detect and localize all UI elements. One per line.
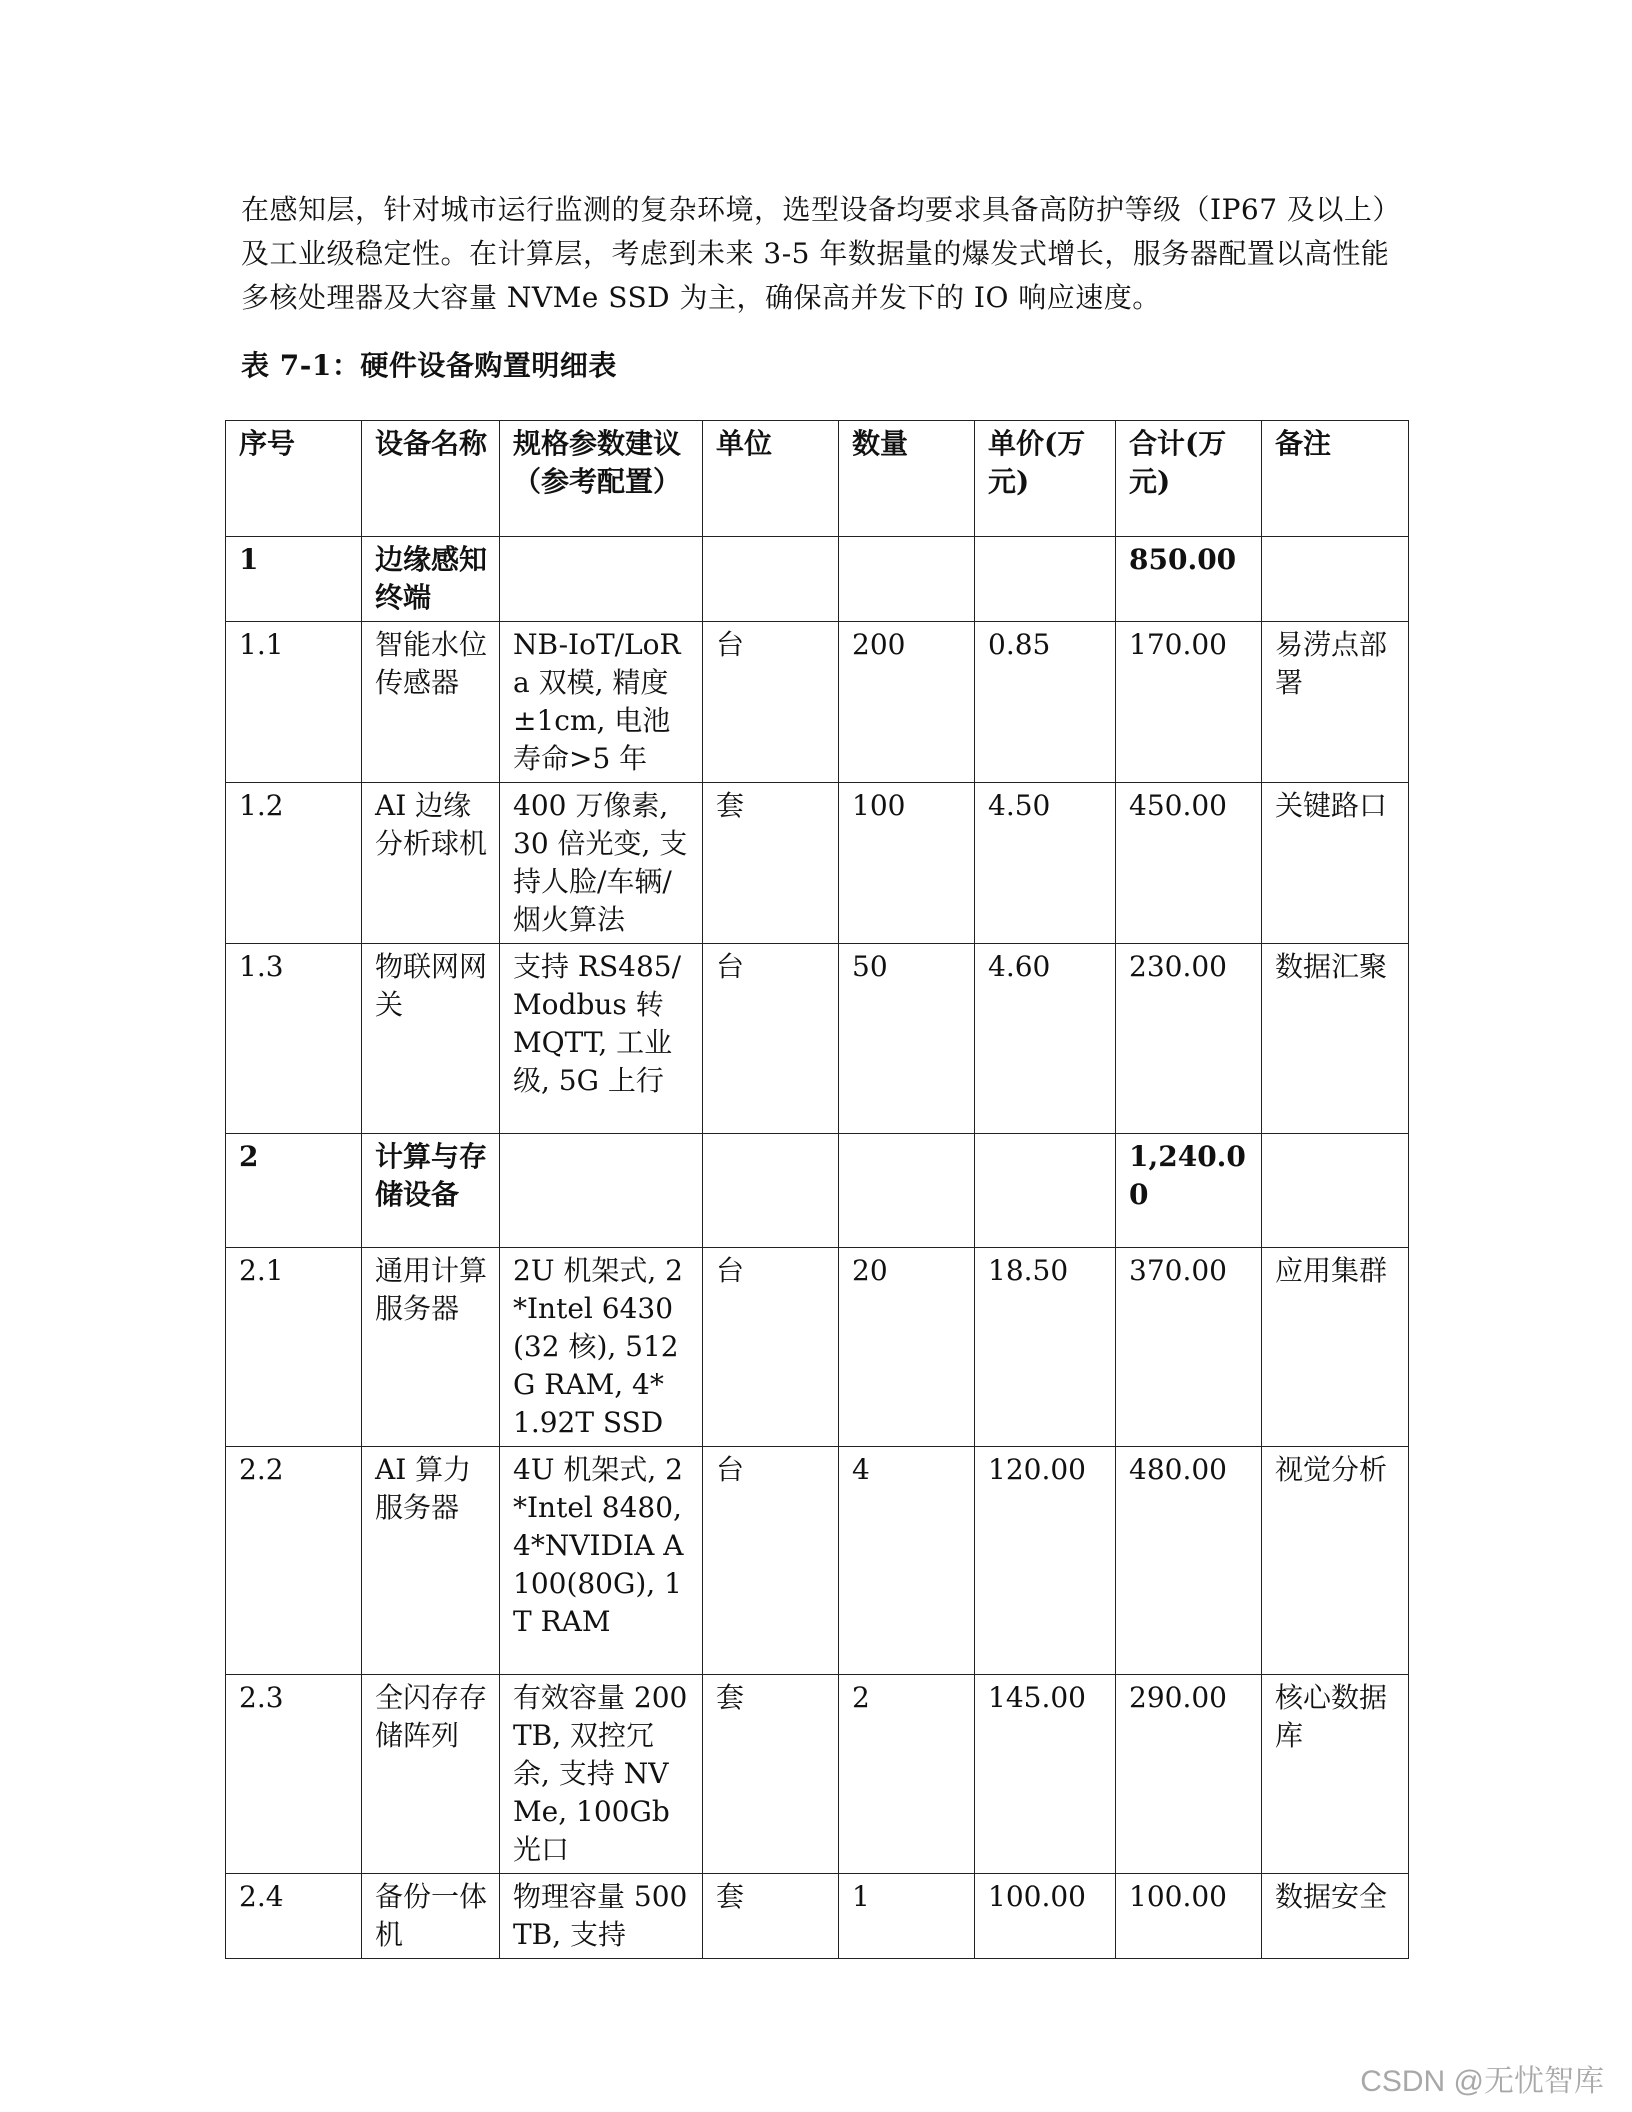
- header-cell: 单位: [703, 421, 839, 537]
- cell-unit: 台: [703, 944, 839, 1134]
- cell-unit: 套: [703, 1874, 839, 1959]
- cell-qty: 2: [839, 1675, 975, 1874]
- cell-note: 关键路口: [1262, 783, 1409, 944]
- header-cell: 单价(万元): [975, 421, 1116, 537]
- header-cell: 合计(万元): [1116, 421, 1262, 537]
- table-row: [226, 1874, 1409, 1959]
- cell-id: 2.2: [226, 1447, 362, 1675]
- cell-note: 核心数据库: [1262, 1675, 1409, 1874]
- cell-name: 边缘感知终端: [362, 537, 500, 622]
- cell-price: [975, 537, 1116, 622]
- table-body: [226, 537, 1409, 1959]
- cell-price: 18.50: [975, 1248, 1116, 1447]
- cell-spec: 2U 机架式, 2*Intel 6430(32 核), 512G RAM, 4*1.92T SSD: [500, 1248, 703, 1447]
- header-cell: 数量: [839, 421, 975, 537]
- cell-total: 100.00: [1116, 1874, 1262, 1959]
- table-row: [226, 1248, 1409, 1447]
- cell-spec: 4U 机架式, 2*Intel 8480, 4*NVIDIA A100(80G), 1T RAM: [500, 1447, 703, 1675]
- cell-name: AI 算力服务器: [362, 1447, 500, 1675]
- cell-unit: [703, 1134, 839, 1248]
- cell-price: 0.85: [975, 622, 1116, 783]
- cell-qty: 100: [839, 783, 975, 944]
- table-row: [226, 1675, 1409, 1874]
- cell-qty: 50: [839, 944, 975, 1134]
- table-row: [226, 537, 1409, 622]
- cell-id: 2.1: [226, 1248, 362, 1447]
- cell-note: 视觉分析: [1262, 1447, 1409, 1675]
- cell-qty: 4: [839, 1447, 975, 1675]
- intro-paragraph: 在感知层，针对城市运行监测的复杂环境，选型设备均要求具备高防护等级（IP67 及以上）及工业级稳定性。在计算层，考虑到未来 3-5 年数据量的爆发式增长，服务器配置以高性能多核处理器及大容量 NVMe SSD 为主，确保高并发下的 IO 响应速度。: [241, 193, 1401, 314]
- header-cell: 备注: [1262, 421, 1409, 537]
- cell-price: [975, 1134, 1116, 1248]
- cell-price: 120.00: [975, 1447, 1116, 1675]
- cell-name: 全闪存存储阵列: [362, 1675, 500, 1874]
- cell-total: 1,240.00: [1116, 1134, 1262, 1248]
- cell-id: 1: [226, 537, 362, 622]
- cell-id: 1.1: [226, 622, 362, 783]
- cell-unit: 台: [703, 1447, 839, 1675]
- cell-total: 170.00: [1116, 622, 1262, 783]
- cell-price: 4.50: [975, 783, 1116, 944]
- cell-id: 1.2: [226, 783, 362, 944]
- cell-id: 2.3: [226, 1675, 362, 1874]
- cell-id: 2.4: [226, 1874, 362, 1959]
- cell-name: 智能水位传感器: [362, 622, 500, 783]
- table-caption: 表 7-1：硬件设备购置明细表: [241, 349, 617, 382]
- cell-note: [1262, 1134, 1409, 1248]
- cell-name: AI 边缘分析球机: [362, 783, 500, 944]
- cell-total: 450.00: [1116, 783, 1262, 944]
- cell-total: 480.00: [1116, 1447, 1262, 1675]
- cell-note: 数据安全: [1262, 1874, 1409, 1959]
- cell-spec: 有效容量 200TB, 双控冗余, 支持 NVMe, 100Gb 光口: [500, 1675, 703, 1874]
- cell-price: 145.00: [975, 1675, 1116, 1874]
- watermark: CSDN @无忧智库: [1360, 2065, 1604, 2098]
- cell-price: 4.60: [975, 944, 1116, 1134]
- cell-qty: [839, 537, 975, 622]
- cell-qty: 1: [839, 1874, 975, 1959]
- cell-qty: 20: [839, 1248, 975, 1447]
- hardware-table: [225, 420, 1409, 1959]
- cell-price: 100.00: [975, 1874, 1116, 1959]
- cell-unit: 套: [703, 783, 839, 944]
- cell-id: 1.3: [226, 944, 362, 1134]
- cell-unit: 台: [703, 1248, 839, 1447]
- cell-name: 物联网网关: [362, 944, 500, 1134]
- cell-spec: 支持 RS485/Modbus 转 MQTT, 工业级, 5G 上行: [500, 944, 703, 1134]
- cell-spec: 400 万像素, 30 倍光变, 支持人脸/车辆/烟火算法: [500, 783, 703, 944]
- cell-unit: [703, 537, 839, 622]
- cell-id: 2: [226, 1134, 362, 1248]
- cell-unit: 台: [703, 622, 839, 783]
- cell-note: [1262, 537, 1409, 622]
- cell-note: 应用集群: [1262, 1248, 1409, 1447]
- cell-spec: 物理容量 500TB, 支持: [500, 1874, 703, 1959]
- cell-total: 850.00: [1116, 537, 1262, 622]
- cell-note: 数据汇聚: [1262, 944, 1409, 1134]
- cell-name: 计算与存储设备: [362, 1134, 500, 1248]
- cell-total: 290.00: [1116, 1675, 1262, 1874]
- header-cell: 规格参数建议（参考配置）: [500, 421, 703, 537]
- cell-name: 备份一体机: [362, 1874, 500, 1959]
- header-cell: 序号: [226, 421, 362, 537]
- cell-note: 易涝点部署: [1262, 622, 1409, 783]
- table-header-row: [226, 421, 1409, 537]
- table-row: [226, 622, 1409, 783]
- header-cell: 设备名称: [362, 421, 500, 537]
- cell-qty: [839, 1134, 975, 1248]
- cell-spec: [500, 537, 703, 622]
- cell-total: 370.00: [1116, 1248, 1262, 1447]
- cell-name: 通用计算服务器: [362, 1248, 500, 1447]
- cell-unit: 套: [703, 1675, 839, 1874]
- cell-qty: 200: [839, 622, 975, 783]
- table-row: [226, 1134, 1409, 1248]
- cell-total: 230.00: [1116, 944, 1262, 1134]
- table-row: [226, 1447, 1409, 1675]
- cell-spec: [500, 1134, 703, 1248]
- table-row: [226, 944, 1409, 1134]
- table-row: [226, 783, 1409, 944]
- cell-spec: NB-IoT/LoRa 双模, 精度±1cm, 电池寿命>5 年: [500, 622, 703, 783]
